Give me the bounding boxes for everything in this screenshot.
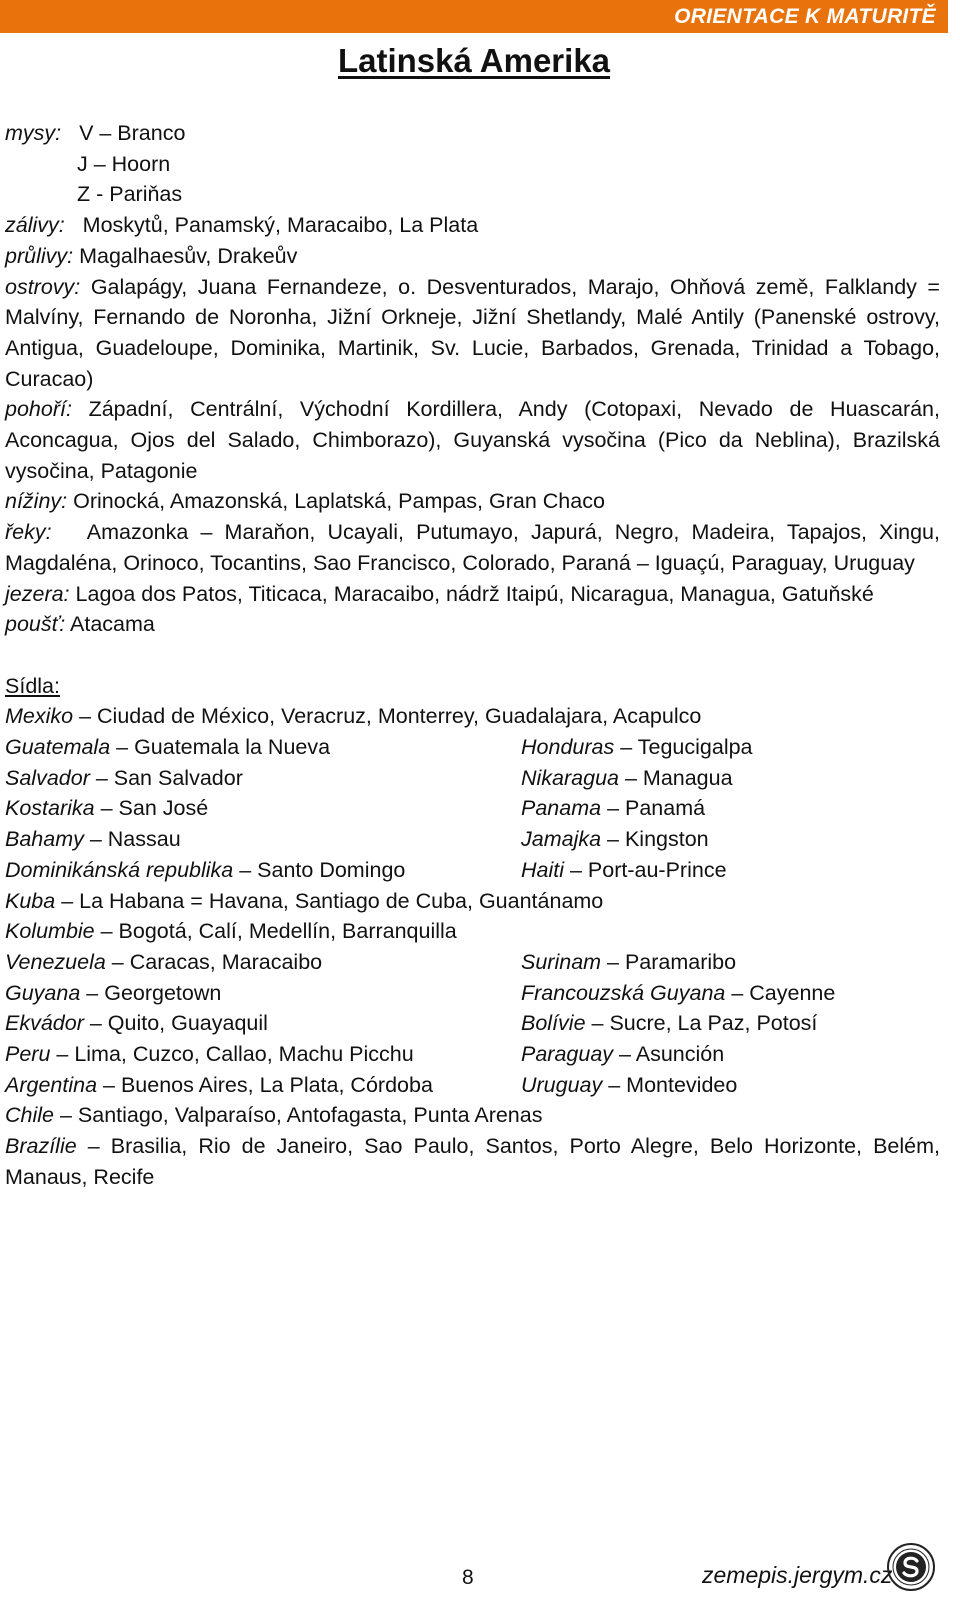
city-list: – Caracas, Maracaibo [105, 949, 323, 974]
country-name: Chile [5, 1103, 54, 1128]
spacer [5, 640, 940, 671]
reky-paragraph [5, 517, 940, 578]
settlement-cell [521, 947, 940, 978]
country-name: Kolumbie [5, 919, 95, 944]
city-list: – San José [94, 796, 209, 821]
city-list: – Asunción [613, 1042, 725, 1067]
settlement-cell [521, 1070, 940, 1101]
pohori-text: Západní, Centrální, Východní Kordillera, Andy (Cotopaxi, Nevado de Huascarán, Aconcagua, Ojos del Salado, Chimborazo), Guyanská vysočina (Pico da Neblina), Brazilská vysočina, Patagonie [5, 397, 940, 483]
settlement-cell [5, 978, 521, 1009]
settlement-row [5, 824, 940, 855]
country-name: Paraguay [521, 1042, 614, 1067]
settlement-cell [521, 1039, 940, 1070]
country-name: Guatemala [5, 735, 111, 760]
city-list: – Lima, Cuzco, Callao, Machu Picchu [50, 1042, 414, 1067]
settlement-row [5, 1039, 940, 1070]
settlement-line [5, 1100, 940, 1131]
pruliv-label: průlivy: [5, 243, 74, 268]
page-number: 8 [462, 1566, 474, 1589]
settlement-cell [521, 1008, 940, 1039]
ostrovy-paragraph [5, 272, 940, 395]
city-list: – Santiago, Valparaíso, Antofagasta, Punta Arenas [54, 1103, 543, 1128]
city-list: – Port-au-Prince [564, 857, 727, 882]
reky-label: řeky: [5, 520, 52, 545]
poust-label: poušť: [5, 612, 66, 637]
pruliv-line [5, 241, 940, 272]
niziny-label: nížiny: [5, 489, 68, 514]
ostrovy-label: ostrovy: [5, 274, 81, 299]
country-name: Ekvádor [5, 1011, 84, 1036]
niziny-text: Orinocká, Amazonská, Laplatská, Pampas, Gran Chaco [73, 489, 605, 514]
country-name: Jamajka [521, 827, 602, 852]
settlement-row [5, 1008, 940, 1039]
settlement-row [5, 763, 940, 794]
country-name: Venezuela [5, 949, 106, 974]
page-title [0, 42, 948, 80]
settlement-row [5, 732, 940, 763]
zalivy-line [5, 210, 940, 241]
site-link[interactable]: zemepis.jergym.cz [702, 1562, 893, 1588]
settlement-line [5, 886, 940, 917]
settlement-cell [521, 978, 940, 1009]
country-name: Mexiko [5, 704, 74, 729]
settlement-cell [5, 1039, 521, 1070]
country-name: Francouzská Guyana [521, 980, 726, 1005]
pohori-paragraph [5, 394, 940, 486]
pruliv-text: Magalhaesův, Drakeův [79, 243, 298, 268]
country-name: Bahamy [5, 827, 84, 852]
country-name: Guyana [5, 980, 81, 1005]
country-name: Peru [5, 1042, 51, 1067]
settlement-row [5, 978, 940, 1009]
settlement-cell [5, 732, 521, 763]
city-list: – Kingston [601, 827, 709, 852]
country-name: Uruguay [521, 1072, 603, 1097]
city-list: – Panamá [601, 796, 706, 821]
city-list: – Sucre, La Paz, Potosí [585, 1011, 818, 1036]
settlement-cell [521, 824, 940, 855]
country-name: Panama [521, 796, 602, 821]
country-name: Bolívie [521, 1011, 586, 1036]
mysy-item: V – Branco [79, 121, 186, 145]
city-list: – Ciudad de México, Veracruz, Monterrey, Guadalajara, Acapulco [73, 704, 702, 729]
country-name: Kuba [5, 888, 56, 913]
settlement-row [5, 1070, 940, 1101]
mysy-line [5, 179, 940, 210]
page-title-text: Latinská Amerika [337, 42, 611, 79]
city-list: – Santo Domingo [233, 857, 406, 882]
mysy-item: Z - Pariňas [77, 182, 183, 207]
settlement-cell [5, 947, 521, 978]
city-list: – Managua [619, 765, 733, 790]
city-list: – Cayenne [725, 980, 836, 1005]
city-list: – Nassau [83, 827, 181, 852]
country-name: Dominikánská republika [5, 857, 234, 882]
country-name: Salvador [5, 765, 90, 790]
zalivy-text: Moskytů, Panamský, Maracaibo, La Plata [82, 213, 479, 238]
zalivy-label: zálivy: [5, 213, 65, 238]
city-list: – Bogotá, Calí, Medellín, Barranquilla [94, 919, 457, 944]
banner-text: ORIENTACE K MATURITĚ [674, 5, 936, 28]
city-list: – Georgetown [80, 980, 222, 1005]
country-name: Nikaragua [521, 765, 619, 790]
ostrovy-text: Galapágy, Juana Fernandeze, o. Desventurados, Marajo, Ohňová země, Falklandy = Malvíny, Fernando de Noronha, Jižní Orkneje, Jižní Shetlandy, Malé Antily (Panenské ostrovy, Antigua, Guadeloupe, Dominika, Martinik, Sv. Lucie, Barbados, Grenada, Trinidad a Tobago, Curacao) [5, 274, 940, 391]
settlement-cell [5, 793, 521, 824]
settlement-cell [5, 763, 521, 794]
settlement-cell [5, 855, 521, 886]
document-body [5, 118, 940, 1193]
poust-line [5, 609, 940, 640]
jezera-line [5, 579, 940, 610]
country-name: Surinam [521, 949, 602, 974]
city-list: – Guatemala la Nueva [110, 735, 331, 760]
poust-text: Atacama [70, 612, 155, 637]
country-name: Haiti [521, 857, 565, 882]
settlement-line [5, 1131, 940, 1192]
country-name: Argentina [5, 1072, 98, 1097]
settlement-line [5, 701, 940, 732]
country-name: Kostarika [5, 796, 95, 821]
settlement-cell [5, 1008, 521, 1039]
city-list: – Buenos Aires, La Plata, Córdoba [97, 1072, 433, 1097]
niziny-line [5, 486, 940, 517]
city-list: – La Habana = Havana, Santiago de Cuba, Guantánamo [55, 888, 604, 913]
settlement-row [5, 855, 940, 886]
settlement-row [5, 947, 940, 978]
settlement-row [5, 793, 940, 824]
city-list: – Tegucigalpa [614, 735, 753, 760]
settlement-line [5, 916, 940, 947]
settlement-cell [5, 824, 521, 855]
settlement-cell [5, 1070, 521, 1101]
school-logo-icon [886, 1542, 936, 1592]
pohori-label: pohoří: [5, 397, 72, 422]
header-banner [0, 0, 948, 33]
city-list: – Quito, Guayaquil [83, 1011, 268, 1036]
settlement-cell [521, 732, 940, 763]
city-list: – Brasilia, Rio de Janeiro, Sao Paulo, Santos, Porto Alegre, Belo Horizonte, Belém, Manaus, Recife [5, 1134, 940, 1189]
settlement-cell [521, 855, 940, 886]
country-name: Brazílie [5, 1134, 77, 1159]
jezera-text: Lagoa dos Patos, Titicaca, Maracaibo, nádrž Itaipú, Nicaragua, Managua, Gatuňské [75, 581, 874, 606]
mysy-label: mysy: [5, 121, 62, 145]
mysy-line [5, 149, 940, 180]
settlement-cell [521, 793, 940, 824]
sidla-heading: Sídla: [5, 673, 60, 698]
settlement-cell [521, 763, 940, 794]
city-list: – San Salvador [89, 765, 243, 790]
country-name: Honduras [521, 735, 615, 760]
jezera-label: jezera: [5, 581, 70, 606]
reky-text: Amazonka – Maraňon, Ucayali, Putumayo, Japurá, Negro, Madeira, Tapajos, Xingu, Magdaléna, Orinoco, Tocantins, Sao Francisco, Colorado, Paraná – Iguaçú, Paraguay, Uruguay [5, 520, 940, 575]
city-list: – Montevideo [602, 1072, 738, 1097]
mysy-line [5, 118, 940, 149]
mysy-item: J – Hoorn [77, 151, 171, 176]
city-list: – Paramaribo [601, 949, 737, 974]
